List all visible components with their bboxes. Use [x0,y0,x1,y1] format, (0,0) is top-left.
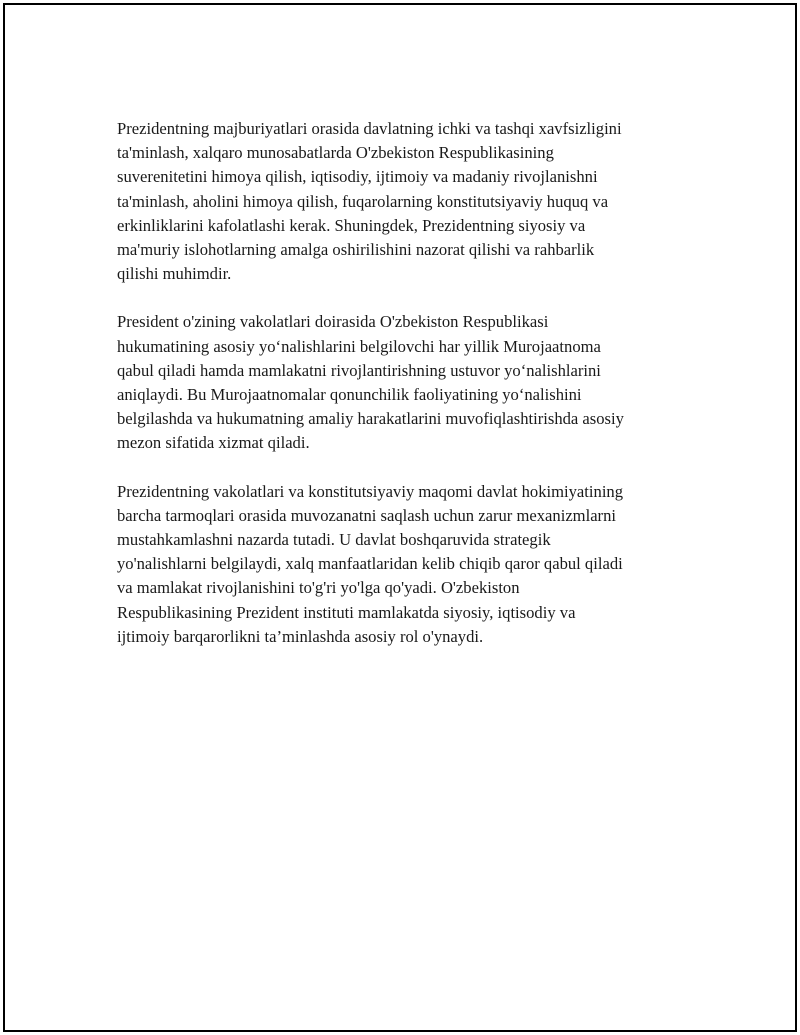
text-line: Prezidentning majburiyatlari orasida davlatning ichki va tashqi xavfsizligini [117,119,622,138]
text-line: suverenitetini himoya qilish, iqtisodiy, ijtimoiy va madaniy rivojlanishni [117,167,598,187]
text-line: ta'minlash, xalqaro munosabatlarda O'zbekiston Respublikasining [117,143,554,163]
text-line: ijtimoiy barqarorlikni ta’minlashda asosiy rol o'ynaydi. [117,626,484,646]
text-line: belgilashda va hukumatning amaliy harakatlarini muvofiqlashtirishda asosiy [117,409,624,429]
text-line: Respublikasining Prezident instituti mamlakatda siyosiy, iqtisodiy va [117,602,576,622]
text-line: President o'zining vakolatlari doirasida O'zbekiston Respublikasi [117,312,549,332]
text-line: aniqlaydi. Bu Murojaatnomalar qonunchilik faoliyatining yo‘nalishini [117,385,582,405]
paragraph-1 [117,117,687,286]
text-line: hukumatining asosiy yo‘nalishlarini belgilovchi har yillik Murojaatnoma [117,336,601,356]
text-line: yo'nalishlarni belgilaydi, xalq manfaatlaridan kelib chiqib qaror qabul qiladi [117,554,623,574]
text-line: qilishi muhimdir. [117,264,232,284]
text-line: erkinliklarini kafolatlashi kerak. Shuningdek, Prezidentning siyosiy va [117,215,586,235]
text-line: ma'muriy islohotlarning amalga oshirilishini nazorat qilishi va rahbarlik [117,240,595,260]
text-line: qabul qiladi hamda mamlakatni rivojlantirishning ustuvor yo‘nalishlarini [117,360,601,380]
document-body [117,117,687,673]
text-line: mezon sifatida xizmat qiladi. [117,433,310,453]
text-line: Prezidentning vakolatlari va konstitutsiyaviy maqomi davlat hokimiyatining [117,481,624,501]
text-line: mustahkamlashni nazarda tutadi. U davlat boshqaruvida strategik [117,530,551,550]
paragraph-2 [117,310,687,455]
text-line: ta'minlash, aholini himoya qilish, fuqarolarning konstitutsiyaviy huquq va [117,191,609,211]
text-line: va mamlakat rivojlanishini to'g'ri yo'lga qo'yadi. O'zbekiston [117,578,520,598]
paragraph-3 [117,480,687,649]
text-line: barcha tarmoqlari orasida muvozanatni saqlash uchun zarur mexanizmlarni [117,505,616,525]
